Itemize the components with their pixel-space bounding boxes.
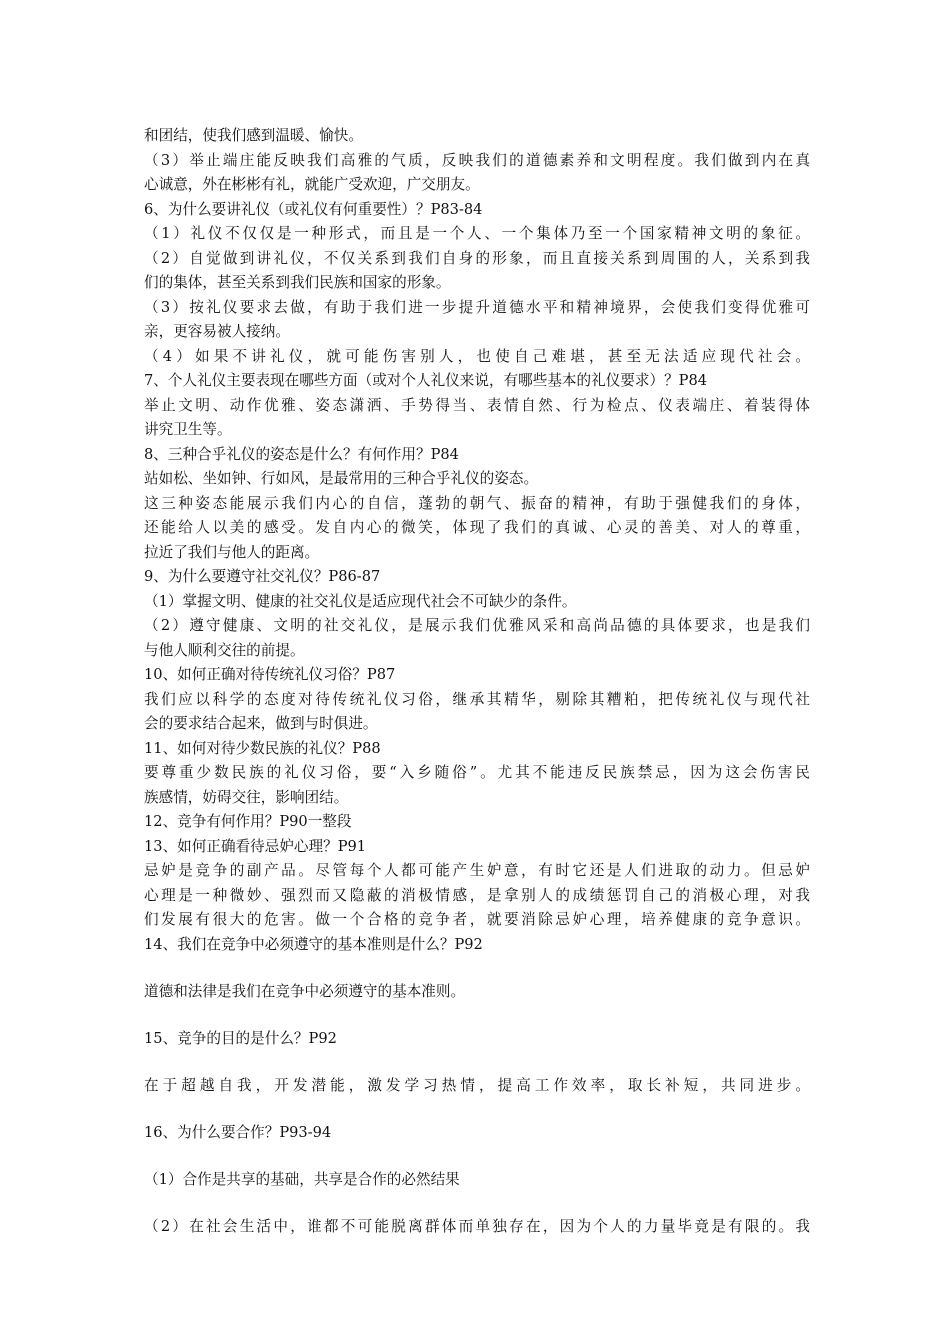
paragraph-spacing bbox=[144, 1145, 810, 1168]
text-line: 14、我们在竞争中必须遵守的基本准则是什么？P92 bbox=[144, 935, 483, 953]
paragraph-spacing bbox=[144, 1051, 810, 1074]
text-line: （1）礼仪不仅仅是一种形式，而且是一个人、一个集体乃至一个国家精神文明的象征。 bbox=[144, 225, 810, 242]
text-line: （2）遵守健康、文明的社交礼仪，是展示我们优雅风采和高尚品德的具体要求，也是我们 bbox=[144, 617, 810, 634]
text-line: 们的集体，甚至关系到我们民族和国家的形象。 bbox=[144, 274, 451, 291]
text-line: 13、如何正确看待忌妒心理？P91 bbox=[144, 837, 367, 855]
text-line: （3）按礼仪要求去做，有助于我们进一步提升道德水平和精神境界，会使我们变得优雅可 bbox=[144, 298, 810, 316]
paragraph-spacing bbox=[144, 957, 810, 980]
text-line: （3）举止端庄能反映我们高雅的气质，反映我们的道德素养和文明程度。我们做到内在真 bbox=[144, 151, 810, 169]
paragraph-spacing bbox=[144, 1004, 810, 1027]
text-line: （2）在社会生活中，谁都不可能脱离群体而单独存在，因为个人的力量毕竟是有限的。我 bbox=[144, 1217, 810, 1235]
text-line: 还能给人以美的感受。发自内心的微笑，体现了我们的真诚、心灵的善美、对人的尊重， bbox=[144, 519, 810, 536]
text-line: 讲究卫生等。 bbox=[144, 421, 232, 438]
text-line: 在于超越自我，开发潜能，激发学习热情，提高工作效率，取长补短，共同进步。 bbox=[144, 1076, 810, 1094]
text-line: 族感情，妨碍交往，影响团结。 bbox=[144, 788, 349, 806]
text-line: 与他人顺利交往的前提。 bbox=[144, 641, 305, 659]
text-line: 和团结，使我们感到温暖、愉快。 bbox=[144, 127, 363, 144]
text-line: 我们应以科学的态度对待传统礼仪习俗，继承其精华，剔除其糟粕，把传统礼仪与现代社 bbox=[144, 690, 810, 708]
text-line: 拉近了我们与他人的距离。 bbox=[144, 543, 320, 561]
document-page bbox=[144, 124, 810, 1239]
text-line: 要尊重少数民族的礼仪习俗，要“入乡随俗”。尤其不能违反民族禁忌，因为这会伤害民 bbox=[144, 764, 810, 781]
text-line: 12、竞争有何作用？P90一整段 bbox=[144, 813, 352, 830]
text-line: （4）如果不讲礼仪，就可能伤害别人，也使自己难堪，甚至无法适应现代社会。 bbox=[144, 347, 810, 365]
text-line: 会的要求结合起来，做到与时俱进。 bbox=[144, 715, 378, 732]
text-line: 15、竞争的目的是什么？P92 bbox=[144, 1029, 337, 1047]
text-line: 这三种姿态能展示我们内心的自信，蓬勃的朝气、振奋的精神，有助于强健我们的身体， bbox=[144, 494, 810, 512]
text-line: 6、为什么要讲礼仪（或礼仪有何重要性）？P83-84 bbox=[144, 200, 483, 218]
text-line: 10、如何正确对待传统礼仪习俗？P87 bbox=[144, 666, 396, 683]
text-line: 们发展有很大的危害。做一个合格的竞争者，就要消除忌妒心理，培养健康的竞争意识。 bbox=[144, 911, 810, 928]
text-line: 7、个人礼仪主要表现在哪些方面（或对个人礼仪来说，有哪些基本的礼仪要求）？P84 bbox=[144, 372, 708, 389]
text-line: 道德和法律是我们在竞争中必须遵守的基本准则。 bbox=[144, 982, 466, 1000]
paragraph-spacing bbox=[144, 1192, 810, 1215]
text-line: 心诚意，外在彬彬有礼，就能广受欢迎，广交朋友。 bbox=[144, 176, 480, 193]
text-line: 亲，更容易被人接纳。 bbox=[144, 323, 290, 340]
text-line: 16、为什么要合作？P93-94 bbox=[144, 1123, 332, 1141]
text-line: 站如松、坐如钟、行如风，是最常用的三种合乎礼仪的姿态。 bbox=[144, 470, 539, 487]
text-line: 忌妒是竞争的副产品。尽管每个人都可能产生妒意，有时它还是人们进取的动力。但忌妒 bbox=[144, 862, 810, 879]
paragraph-spacing bbox=[144, 1098, 810, 1121]
text-line: 8、三种合乎礼仪的姿态是什么？有何作用？P84 bbox=[144, 445, 459, 463]
text-line: 心理是一种微妙、强烈而又隐蔽的消极情感，是拿别人的成绩惩罚自己的消极心理，对我 bbox=[144, 886, 810, 904]
text-line: 9、为什么要遵守社交礼仪？P86-87 bbox=[144, 568, 381, 585]
text-line: 举止文明、动作优雅、姿态潇洒、手势得当、表情自然、行为检点、仪表端庄、着装得体 bbox=[144, 396, 810, 414]
text-line: （2）自觉做到讲礼仪，不仅关系到我们自身的形象，而且直接关系到周围的人，关系到我 bbox=[144, 249, 810, 267]
text-line: （1）合作是共享的基础，共享是合作的必然结果 bbox=[144, 1170, 460, 1188]
text-line: （1）掌握文明、健康的社交礼仪是适应现代社会不可缺少的条件。 bbox=[144, 592, 577, 610]
text-line: 11、如何对待少数民族的礼仪？P88 bbox=[144, 739, 381, 757]
